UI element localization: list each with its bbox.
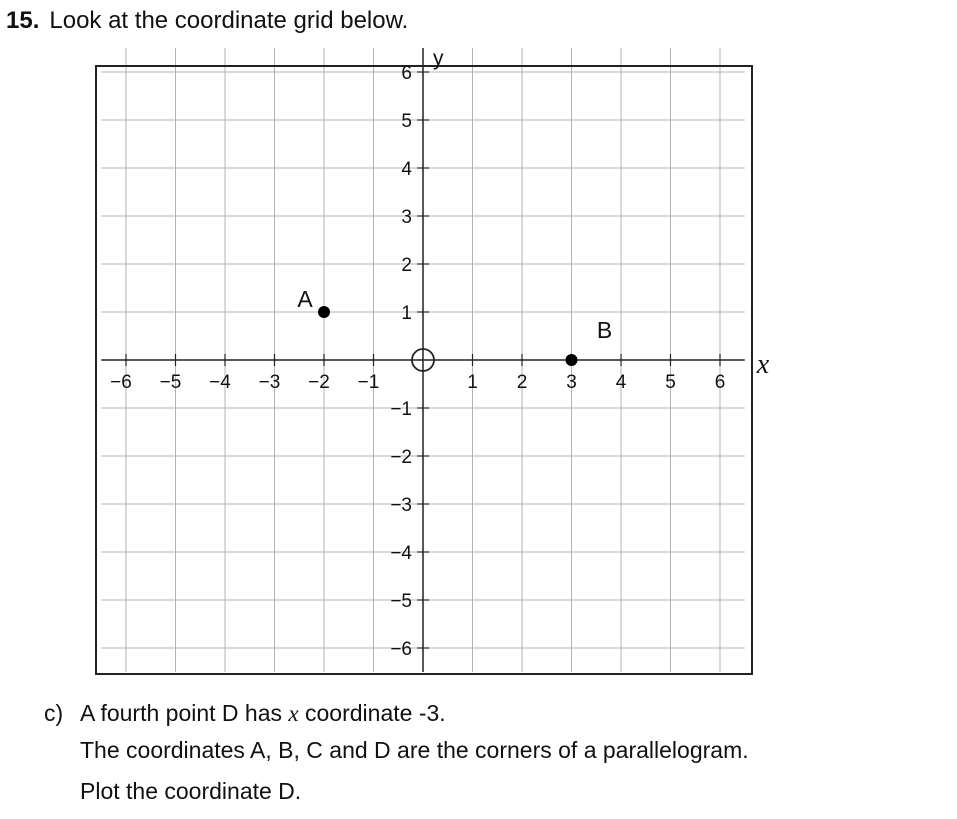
y-tick-label: −4 bbox=[390, 543, 412, 564]
y-axis-label: y bbox=[433, 47, 444, 70]
part-c-line-1 bbox=[44, 695, 749, 732]
x-tick-label: 2 bbox=[516, 372, 528, 393]
x-tick-label: −5 bbox=[159, 372, 182, 393]
y-tick-label: −2 bbox=[390, 447, 412, 468]
point-a bbox=[318, 306, 330, 318]
y-tick-label: 3 bbox=[401, 207, 412, 228]
x-tick-label: 4 bbox=[615, 372, 627, 393]
y-tick-label: 5 bbox=[401, 111, 412, 132]
question-number: 15. bbox=[6, 7, 40, 34]
point-label-b: B bbox=[596, 317, 613, 343]
y-tick-label: −3 bbox=[390, 495, 412, 516]
point-b bbox=[566, 354, 578, 366]
x-tick-label: −4 bbox=[209, 372, 231, 393]
y-tick-label: 2 bbox=[401, 255, 412, 276]
x-variable: x bbox=[288, 701, 299, 726]
y-tick-label: 1 bbox=[401, 303, 412, 324]
part-c-line1-after: coordinate -3. bbox=[305, 700, 446, 726]
part-c-line-3: Plot the coordinate D. bbox=[80, 778, 302, 804]
x-tick-label: −1 bbox=[357, 372, 380, 393]
x-axis-label: x bbox=[756, 349, 770, 380]
y-tick-label: −6 bbox=[390, 639, 412, 660]
x-tick-label: 5 bbox=[665, 372, 676, 393]
plotted-points bbox=[297, 286, 612, 366]
x-tick-label: −6 bbox=[110, 372, 132, 393]
x-tick-label: −2 bbox=[308, 372, 330, 393]
x-tick-label: 1 bbox=[467, 372, 478, 393]
y-tick-label: −1 bbox=[390, 399, 412, 420]
y-tick-label: −5 bbox=[390, 591, 412, 612]
y-tick-label: 6 bbox=[401, 63, 412, 84]
part-c bbox=[44, 695, 749, 810]
part-c-line-2: The coordinates A, B, C and D are the corners of a parallelogram. bbox=[80, 737, 749, 763]
point-label-a: A bbox=[297, 286, 313, 312]
part-c-label: c) bbox=[44, 700, 64, 726]
question-prompt: Look at the coordinate grid below. bbox=[49, 7, 409, 34]
x-tick-label: 6 bbox=[714, 372, 726, 393]
x-tick-label: 3 bbox=[566, 372, 577, 393]
part-c-line1-before: A fourth point D has bbox=[80, 700, 283, 726]
x-tick-label: −3 bbox=[258, 372, 281, 393]
y-tick-label: 4 bbox=[401, 159, 412, 180]
origin-marker bbox=[412, 349, 434, 371]
